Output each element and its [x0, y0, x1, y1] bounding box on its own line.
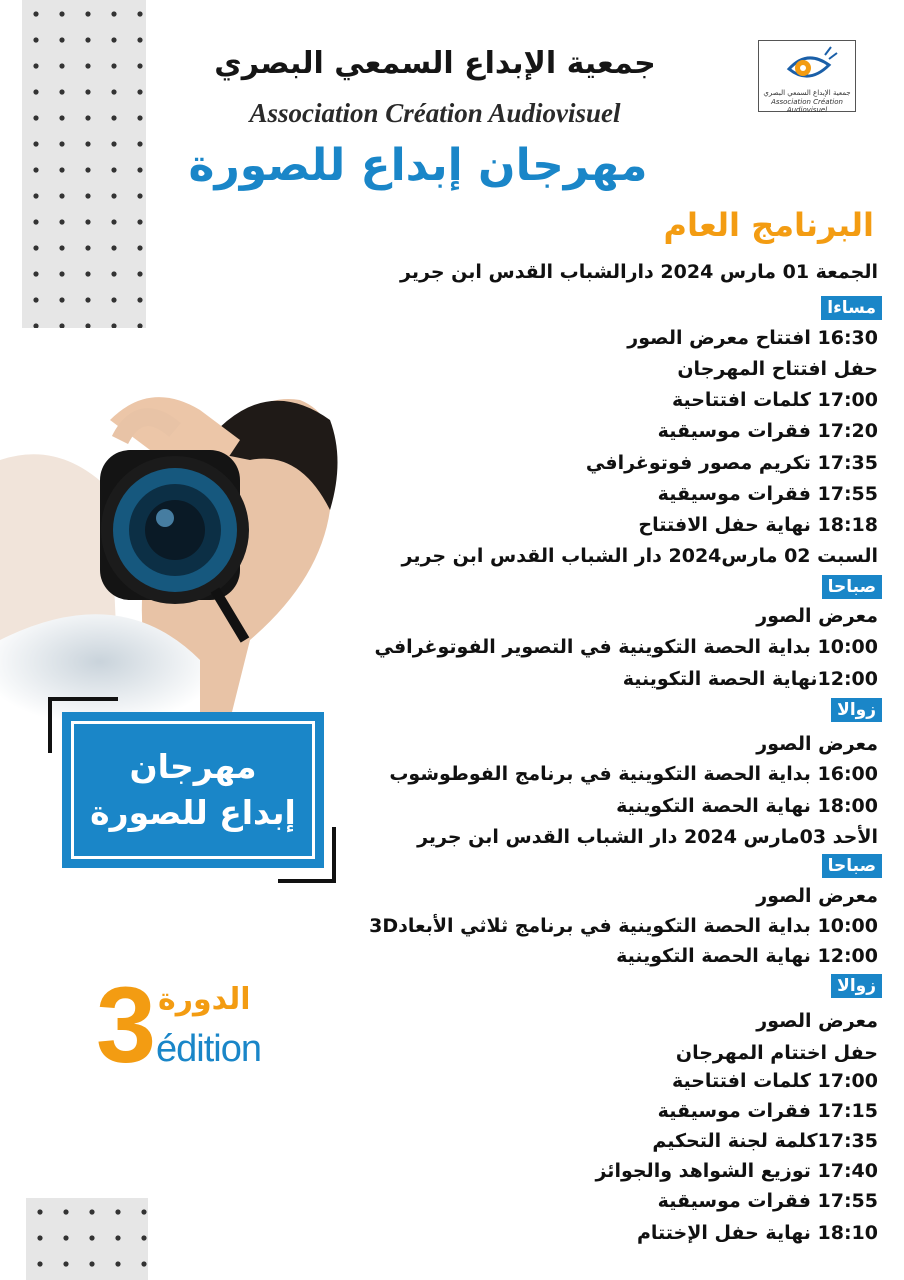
association-name-ar: جمعية الإبداع السمعي البصري [214, 46, 656, 81]
time-of-day-badge: زوالا [831, 698, 882, 722]
logo-text-ar: جمعية الإبداع السمعي البصري [763, 89, 851, 97]
schedule-line: 18:10 نهاية حفل الإختتام [636, 1222, 878, 1244]
schedule-line: 18:18 نهاية حفل الافتتاح [638, 514, 878, 536]
schedule-line: الجمعة 01 مارس 2024 دارالشباب القدس ابن جرير [400, 261, 878, 283]
schedule-line: حفل افتتاح المهرجان [677, 358, 878, 380]
schedule-line: 17:20 فقرات موسيقية [657, 420, 878, 442]
schedule-line: 12:00 نهاية الحصة التكوينية [616, 945, 878, 967]
box-line-2: إبداع للصورة [90, 793, 296, 832]
box-line-1: مهرجان [129, 747, 257, 786]
eye-logo-icon [759, 41, 855, 93]
time-of-day-badge: مساءا [821, 296, 882, 320]
schedule-line: معرض الصور [756, 1010, 878, 1032]
schedule-line: 17:00 كلمات افتتاحية [671, 389, 878, 411]
schedule-line: 17:35كلمة لجنة التحكيم [652, 1130, 878, 1152]
dot-grid-top [22, 0, 146, 328]
festival-box-inner [71, 721, 315, 859]
time-of-day-badge: زوالا [831, 974, 882, 998]
festival-title: مهرجان إبداع للصورة [188, 140, 648, 191]
schedule-line: 17:00 كلمات افتتاحية [671, 1070, 878, 1092]
schedule-line: معرض الصور [756, 885, 878, 907]
festival-box [62, 712, 324, 868]
dot-grid-bottom [26, 1198, 148, 1280]
schedule-line: 17:40 توزيع الشواهد والجوائز [595, 1160, 878, 1182]
association-logo [758, 40, 856, 112]
dot-pattern-top [22, 0, 146, 328]
schedule-line: حفل اختتام المهرجان [675, 1042, 878, 1064]
schedule-line: 17:35 تكريم مصور فوتوغرافي [585, 452, 878, 474]
edition-number: 3 [96, 964, 157, 1085]
edition-label-fr: édition [156, 1028, 261, 1070]
logo-text-fr: Association Création Audiovisuel [771, 98, 843, 114]
time-of-day-badge: صباحا [822, 854, 882, 878]
edition-label-ar: الدورة [158, 982, 251, 1017]
time-of-day-badge: صباحا [822, 575, 882, 599]
schedule-line: الأحد 03مارس 2024 دار الشباب القدس ابن جرير [417, 826, 878, 848]
schedule-line: 18:00 نهاية الحصة التكوينية [616, 795, 878, 817]
schedule-line: 10:00 بداية الحصة التكوينية في التصوير الفوتوغرافي [374, 636, 878, 658]
photographer-image [0, 340, 420, 720]
schedule-line: 10:00 بداية الحصة التكوينية في برنامج ثلاثي الأبعاد3D [369, 915, 878, 937]
dot-pattern-bottom [26, 1198, 148, 1280]
schedule-line: 17:55 فقرات موسيقية [657, 1190, 878, 1212]
schedule-line: السبت 02 مارس2024 دار الشباب القدس ابن جرير [401, 545, 878, 567]
schedule-line: 16:30 افتتاح معرض الصور [627, 327, 878, 349]
schedule-line: 16:00 بداية الحصة التكوينية في برنامج الفوطوشوب [389, 763, 878, 785]
association-name-fr: Association Création Audiovisuel [249, 98, 621, 128]
schedule-line: 17:55 فقرات موسيقية [657, 483, 878, 505]
schedule-line: معرض الصور [756, 605, 878, 627]
schedule-line: 12:00نهاية الحصة التكوينية [622, 668, 878, 690]
edition-badge [96, 964, 276, 1088]
program-title: البرنامج العام [663, 206, 874, 244]
schedule-line: 17:15 فقرات موسيقية [657, 1100, 878, 1122]
schedule-line: معرض الصور [756, 733, 878, 755]
